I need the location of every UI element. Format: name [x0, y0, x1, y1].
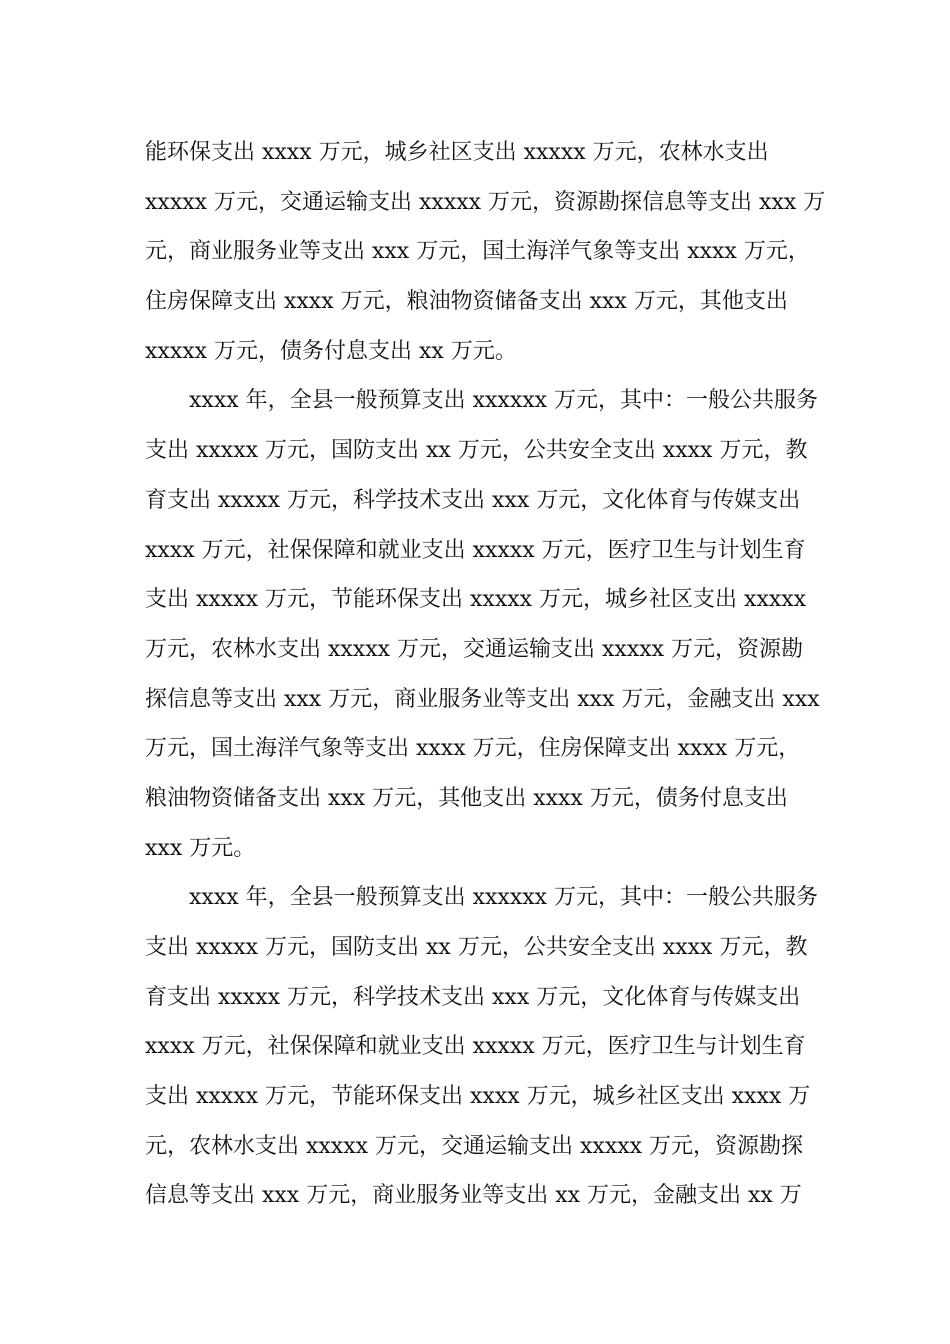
- text-line: xxxxx 万元，交通运输支出 xxxxx 万元，资源勘探信息等支出 xxx 万: [145, 189, 826, 215]
- text-line: 能环保支出 xxxx 万元，城乡社区支出 xxxxx 万元，农林水支出: [145, 140, 769, 165]
- text-line: 信息等支出 xxx 万元，商业服务业等支出 xx 万元，金融支出 xx 万: [145, 1183, 802, 1209]
- text-line: 住房保障支出 xxxx 万元，粮油物资储备支出 xxx 万元，其他支出: [145, 289, 788, 315]
- paragraph-first-line: xxxx 年，全县一般预算支出 xxxxxx 万元，其中：一般公共服务: [189, 885, 819, 911]
- text-line: 元，商业服务业等支出 xxx 万元，国土海洋气象等支出 xxxx 万元，: [145, 239, 810, 265]
- text-line: 育支出 xxxxx 万元，科学技术支出 xxx 万元，文化体育与传媒支出: [145, 984, 801, 1010]
- text-line: 支出 xxxxx 万元，节能环保支出 xxxxx 万元，城乡社区支出 xxxxx: [145, 587, 807, 613]
- text-line: xxxx 万元，社保保障和就业支出 xxxxx 万元，医疗卫生与计划生育: [145, 1034, 806, 1060]
- text-line: 支出 xxxxx 万元，国防支出 xx 万元，公共安全支出 xxxx 万元，教: [145, 438, 808, 464]
- text-line: 育支出 xxxxx 万元，科学技术支出 xxx 万元，文化体育与传媒支出: [145, 487, 801, 513]
- text-line: xxx 万元。: [145, 835, 256, 861]
- text-line: 粮油物资储备支出 xxx 万元，其他支出 xxxx 万元，债务付息支出: [145, 785, 788, 811]
- text-line: 探信息等支出 xxx 万元，商业服务业等支出 xxx 万元，金融支出 xxx: [145, 686, 820, 712]
- document-body: [145, 128, 826, 1221]
- text-line: 万元，农林水支出 xxxxx 万元，交通运输支出 xxxxx 万元，资源勘: [145, 636, 804, 662]
- text-line: xxxxx 万元，债务付息支出 xx 万元。: [145, 338, 517, 364]
- paragraph-first-line: xxxx 年，全县一般预算支出 xxxxxx 万元，其中：一般公共服务: [189, 388, 819, 414]
- text-line: 元，农林水支出 xxxxx 万元，交通运输支出 xxxxx 万元，资源勘探: [145, 1133, 804, 1159]
- text-line: xxxx 万元，社保保障和就业支出 xxxxx 万元，医疗卫生与计划生育: [145, 537, 806, 563]
- text-line: 万元，国土海洋气象等支出 xxxx 万元，住房保障支出 xxxx 万元，: [145, 736, 801, 762]
- text-line: 支出 xxxxx 万元，节能环保支出 xxxx 万元，城乡社区支出 xxxx 万: [145, 1084, 811, 1110]
- text-line: 支出 xxxxx 万元，国防支出 xx 万元，公共安全支出 xxxx 万元，教: [145, 935, 808, 960]
